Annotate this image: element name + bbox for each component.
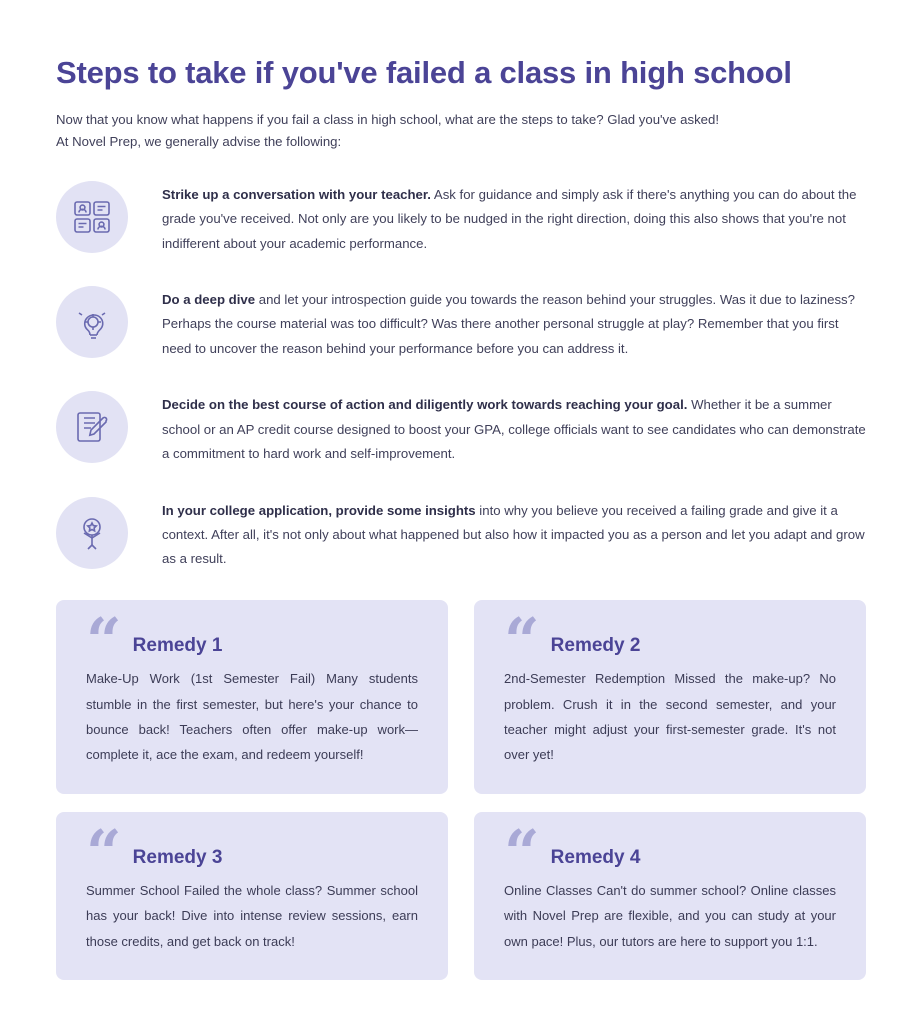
steps-list bbox=[56, 179, 866, 572]
remedy-header bbox=[504, 815, 836, 889]
step-lead: In your college application, provide some insights bbox=[162, 502, 476, 518]
step-text bbox=[162, 288, 866, 361]
quote-icon: “ bbox=[86, 603, 119, 677]
step-body bbox=[162, 495, 866, 572]
step-text bbox=[162, 499, 866, 572]
remedy-text: Summer School Failed the whole class? Summer school has your back! Dive into intense review sessions, earn those credits, and get back on track! bbox=[86, 883, 418, 949]
conversation-people-icon bbox=[56, 181, 128, 253]
remedy-cards-grid bbox=[56, 600, 866, 980]
intro-line-1: Now that you know what happens if you fail a class in high school, what are the steps to take? Glad you've asked! bbox=[56, 112, 720, 128]
step-item bbox=[56, 179, 866, 256]
page-title: Steps to take if you've failed a class in high school bbox=[56, 55, 792, 90]
remedy-text: 2nd-Semester Redemption Missed the make-up? No problem. Crush it in the second semester, and your teacher might adjust your first-semester grade. It's not over yet! bbox=[504, 671, 836, 763]
intro-line-2: At Novel Prep, we generally advise the following: bbox=[56, 133, 342, 149]
quote-icon: “ bbox=[86, 815, 119, 889]
step-detail: Whether it be a summer school or an AP credit course designed to boost your GPA, college officials want to see candidates who can demonstrate a commitment to hard work and self-improvement. bbox=[162, 397, 866, 462]
remedy-header bbox=[86, 815, 418, 889]
remedy-card bbox=[56, 812, 448, 980]
quote-icon: “ bbox=[504, 603, 537, 677]
person-star-achievement-icon bbox=[56, 497, 128, 569]
step-body bbox=[162, 389, 866, 466]
remedy-text: Make-Up Work (1st Semester Fail) Many students stumble in the first semester, but here's your chance to bounce back! Teachers often offer make-up work—complete it, ace the exam, and redeem yourself! bbox=[86, 671, 418, 763]
step-lead: Strike up a conversation with your teacher. bbox=[162, 186, 431, 202]
clipboard-pencil-icon bbox=[56, 391, 128, 463]
step-lead: Decide on the best course of action and diligently work towards reaching your goal. bbox=[162, 397, 688, 413]
remedy-card bbox=[474, 600, 866, 794]
step-body bbox=[162, 179, 866, 256]
remedy-title: Remedy 3 bbox=[132, 847, 223, 869]
quote-icon: “ bbox=[504, 815, 537, 889]
step-lead: Do a deep dive bbox=[162, 292, 256, 308]
step-detail: Ask for guidance and simply ask if there's anything you can do about the grade you've received. Not only are you likely to be nudged in the right direction, doing this also shows that you're not indifferent about your academic performance. bbox=[162, 186, 857, 251]
step-item bbox=[56, 284, 866, 361]
step-item bbox=[56, 495, 866, 572]
remedy-title: Remedy 1 bbox=[132, 635, 223, 657]
remedy-card bbox=[56, 600, 448, 794]
remedy-title: Remedy 2 bbox=[550, 635, 641, 657]
step-body bbox=[162, 284, 866, 361]
step-detail: into why you believe you received a failing grade and give it a context. After all, it's not only about what happened but also how it impacted you as a person and let you adapt and grow as a result. bbox=[162, 502, 865, 567]
remedy-header bbox=[504, 603, 836, 677]
step-detail: and let your introspection guide you towards the reason behind your struggles. Was it due to laziness? Perhaps the course material was too difficult? Was there another personal struggle at play? Remember that you first need to uncover the reason behind your performance before you can address it. bbox=[162, 292, 855, 356]
intro-paragraph bbox=[56, 109, 866, 153]
remedy-text: Online Classes Can't do summer school? Online classes with Novel Prep are flexible, and you can study at your own pace! Plus, our tutors are here to support you 1:1. bbox=[504, 883, 836, 949]
step-item bbox=[56, 389, 866, 466]
remedy-title: Remedy 4 bbox=[550, 847, 641, 869]
remedy-header bbox=[86, 603, 418, 677]
remedy-card bbox=[474, 812, 866, 980]
step-text bbox=[162, 393, 866, 466]
step-text bbox=[162, 183, 866, 256]
head-thinking-idea-icon bbox=[56, 286, 128, 358]
